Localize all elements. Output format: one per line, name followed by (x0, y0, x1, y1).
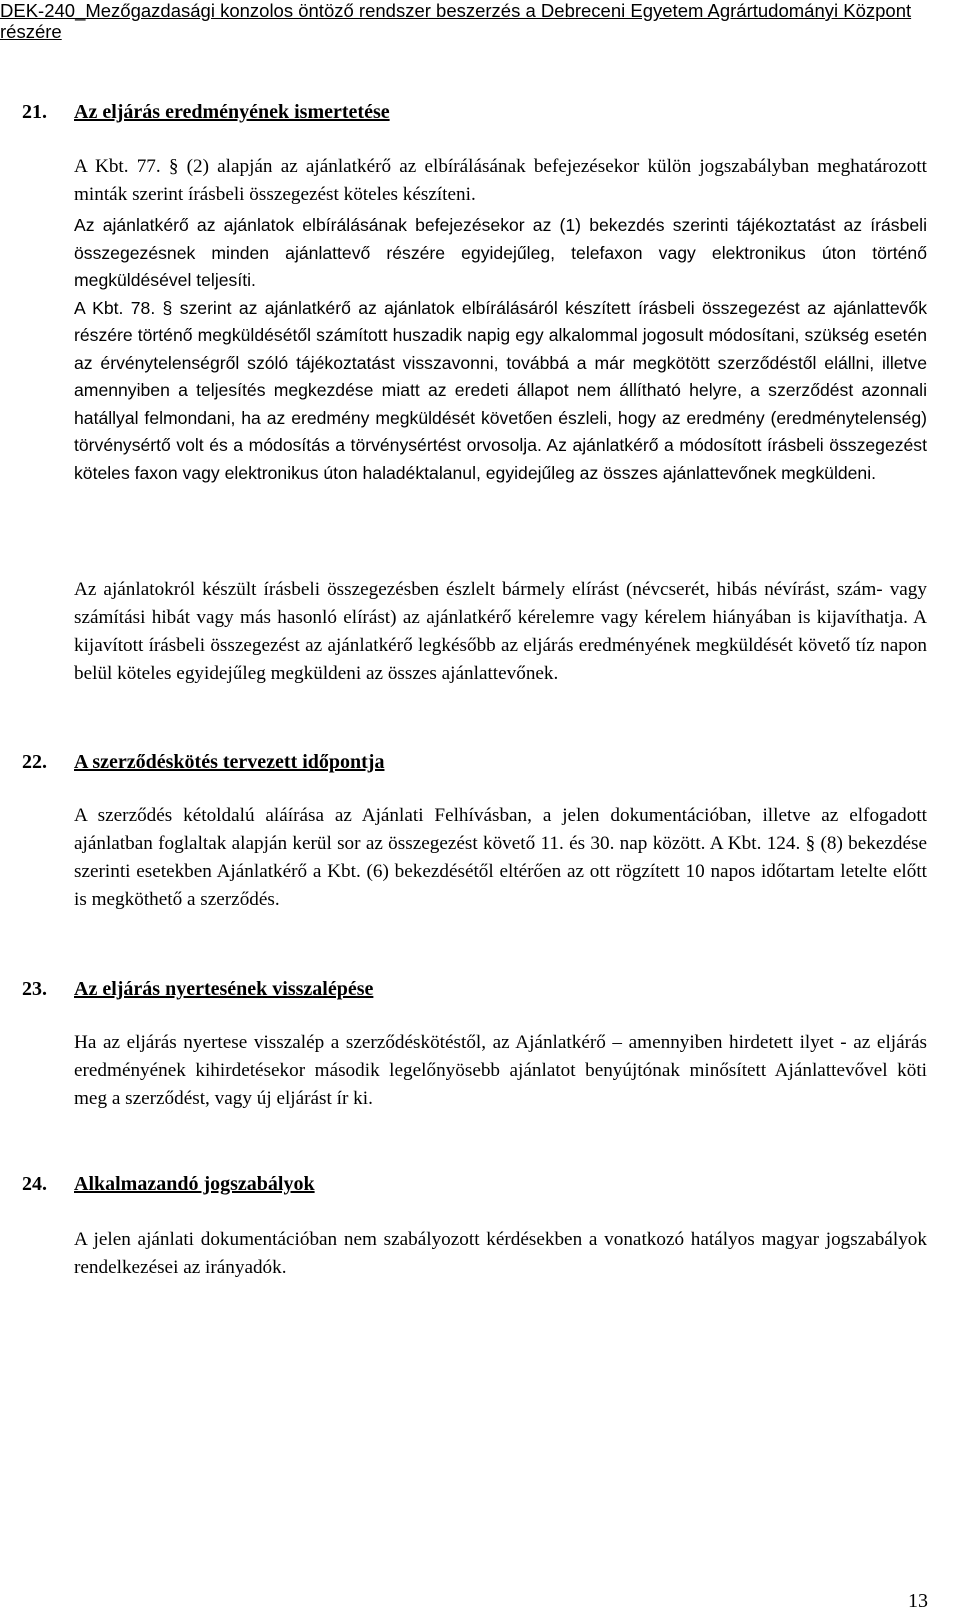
paragraph: Ha az eljárás nyertese visszalép a szerződéskötéstől, az Ajánlatkérő – amennyiben hirdetett ilyet - az eljárás eredményének kihirdetésekor második legelőnyösebb ajánlatot benyújtónak minősített Ajánlattevővel köti meg a szerződést, vagy új eljárást ír ki. (74, 1032, 927, 1109)
section-heading-24 (22, 1171, 922, 1197)
page-number: 13 (908, 1590, 928, 1612)
section-title: A szerződéskötés tervezett időpontja (74, 751, 385, 773)
paragraph: A szerződés kétoldalú aláírása az Ajánlati Felhívásban, a jelen dokumentációban, illetve az elfogadott ajánlatban foglaltak alapján kerül sor az összegezést követő 11. és 30. nap között. A Kbt. 124. § (8) bekezdése szerinti esetekben Ajánlatkérő a Kbt. (6) bekezdésétől eltérően az ott rögzített 10 napos időtartam letelte előtt is megköthető a szerződés. (74, 805, 927, 910)
section-heading-21 (22, 99, 922, 125)
paragraph: Az ajánlatkérő az ajánlatok elbírálásának befejezésekor az (1) bekezdés szerinti tájékoztatást az írásbeli összegezésnek minden ajánlattevő részére egyidejűleg, telefaxon vagy elektronikus úton történő megküldésével teljesíti. (74, 215, 927, 290)
section-heading-22 (22, 749, 922, 775)
section-body-21-tail (74, 576, 927, 688)
section-body-21-sans (74, 212, 927, 487)
section-heading-23 (22, 976, 922, 1002)
paragraph: A Kbt. 78. § szerint az ajánlatkérő az ajánlatok elbírálásáról készített írásbeli összegezést az ajánlattevők részére történő megküldésétől számított huszadik napig egy alkalommal jogosult módosítani, szükség esetén az érvénytelenségről szóló tájékoztatást visszavonni, továbbá a már megkötött szerződéstől elállni, illetve amennyiben a teljesítés megkezdése miatt az eredeti állapot nem állítható helyre, a szerződést azonnali hatállyal felmondani, ha az eredmény megküldését követően észleli, hogy az eredmény (eredménytelenség) törvénysértő volt és a módosítás a törvénysértést orvosolja. Az ajánlatkérő a módosított írásbeli összegezést köteles faxon vagy elektronikus úton haladéktalanul, egyidejűleg az összes ajánlattevőnek megküldeni. (74, 297, 927, 483)
section-body-22 (74, 802, 927, 914)
section-body-21 (74, 153, 927, 209)
section-title: Az eljárás eredményének ismertetése (74, 101, 390, 123)
paragraph: A Kbt. 77. § (2) alapján az ajánlatkérő az elbírálásának befejezésekor külön jogszabályban meghatározott minták szerint írásbeli összegezést köteles készíteni. (74, 156, 927, 205)
section-body-24 (74, 1226, 927, 1282)
section-number: 21. (22, 101, 47, 123)
section-title: Alkalmazandó jogszabályok (74, 1173, 315, 1195)
section-title: Az eljárás nyertesének visszalépése (74, 978, 374, 1000)
section-body-23 (74, 1029, 927, 1113)
header-title-line1: DEK-240_Mezőgazdasági konzolos öntöző rendszer beszerzés a Debreceni Egyetem Agrártudományi Központ (0, 0, 912, 21)
section-number: 24. (22, 1173, 47, 1195)
section-number: 22. (22, 751, 47, 773)
page-header (0, 0, 960, 42)
section-number: 23. (22, 978, 47, 1000)
header-title-line2: részére (0, 21, 62, 42)
paragraph: A jelen ajánlati dokumentációban nem szabályozott kérdésekben a vonatkozó hatályos magyar jogszabályok rendelkezései az irányadók. (74, 1229, 927, 1278)
paragraph: Az ajánlatokról készült írásbeli összegezésben észlelt bármely elírást (névcserét, hibás névírást, szám- vagy számítási hibát vagy más hasonló elírást) az ajánlatkérő kérelemre vagy kérelem hiányában is kijavíthatja. A kijavított írásbeli összegezést az ajánlatkérő legkésőbb az eljárás eredményének megküldését követő tíz napon belül köteles egyidejűleg megküldeni az összes ajánlattevőnek. (74, 579, 927, 684)
